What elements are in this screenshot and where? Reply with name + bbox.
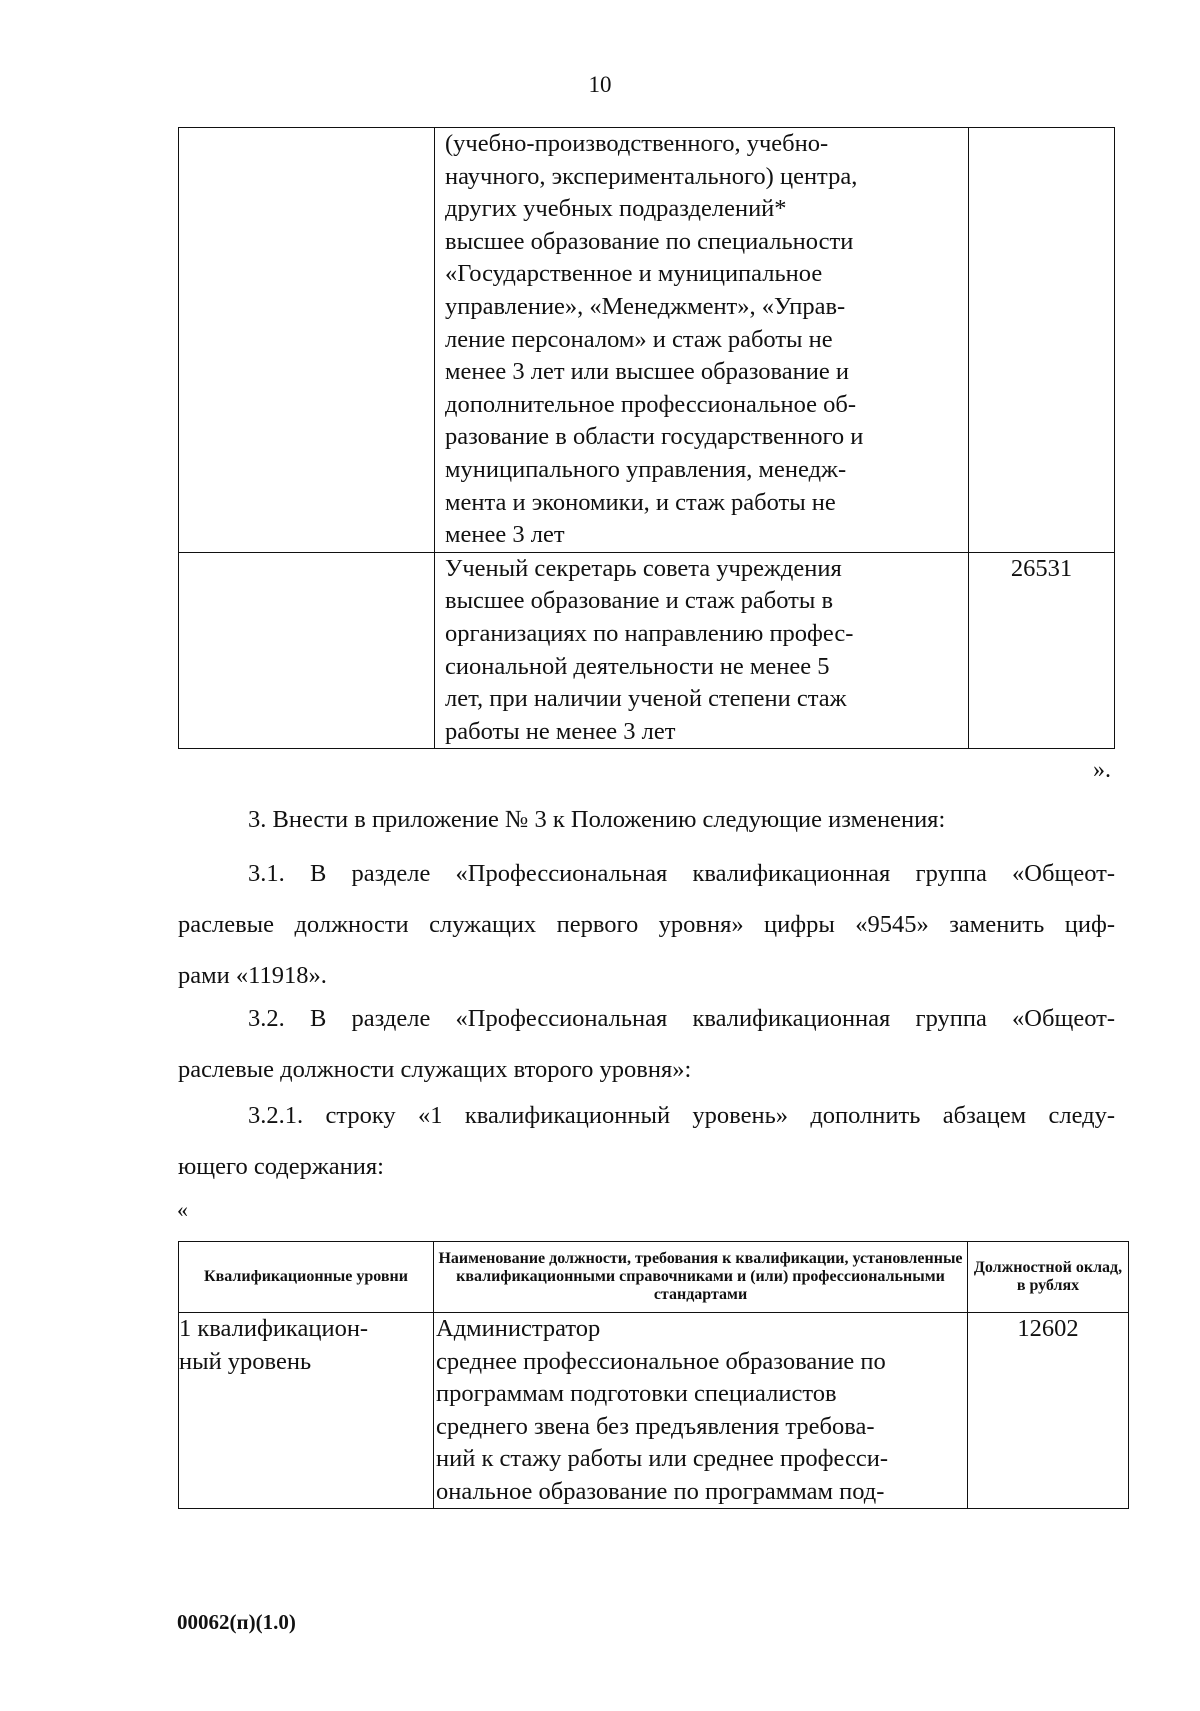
column-header-salary-text: Должностной оклад, в рублях (973, 1259, 1123, 1294)
position-requirements-text: Администратор среднее профессиональное образование по программам подготовки специалистов среднего звена без предъявления требова- ний к стажу работы или среднее професси- ональное образование по программам под- (436, 1315, 889, 1505)
paragraph-3-2-1 (178, 1090, 1115, 1192)
paragraph-line: 3. Внести в приложение № 3 к Положению следующие изменения: (248, 806, 946, 833)
salary-cell (969, 128, 1115, 553)
column-header-salary (968, 1242, 1129, 1313)
salary-cell: 26531 (969, 552, 1115, 749)
column-header-positions: Наименование должности, требования к квалификации, установленные квалификационными справочниками и (или) профессиональными стандартами (434, 1242, 968, 1313)
position-requirements-text: Ученый секретарь совета учреждения высшее образование и стаж работы в организациях по направлению профес- сиональной деятельности не менее 5 лет, при наличии ученой степени стаж работы не менее 3 лет (445, 554, 854, 745)
paragraph-3 (178, 794, 1115, 845)
position-requirements-cell (435, 552, 969, 749)
paragraph-line: рами «11918». (178, 962, 327, 989)
qualification-level-cell (179, 128, 435, 553)
position-requirements-text: (учебно-производственного, учебно- научного, экспериментального) центра, других учебных подразделений* высшее образование по специальности «Государственное и муниципальное управление», «Менеджмент», «Управ- ление персоналом» и стаж работы не менее 3 лет или высшее образование и дополнительное профессиональное об- разование в области государственного и муниципального управления, менедж- мента и экономики, и стаж работы не менее 3 лет (445, 130, 864, 549)
paragraph-3-1 (178, 848, 1115, 1001)
paragraph-line: ющего содержания: (178, 1153, 384, 1180)
salary-cell: 12602 (968, 1313, 1129, 1509)
opening-quote: « (177, 1197, 188, 1222)
positions-table-continued (178, 127, 1115, 749)
qualification-level-cell (179, 1313, 434, 1509)
paragraph-line: 3.1. В разделе «Профессиональная квалификационная группа «Общеот- (248, 860, 1115, 887)
position-requirements-cell (434, 1313, 968, 1509)
column-header-levels: Квалификационные уровни (179, 1242, 434, 1313)
position-requirements-cell (435, 128, 969, 553)
paragraph-line: 3.2. В разделе «Профессиональная квалификационная группа «Общеот- (248, 1005, 1115, 1032)
paragraph-line: раслевые должности служащих первого уровня» цифры «9545» заменить циф- (178, 911, 1115, 938)
page-number: 10 (588, 72, 612, 97)
paragraph-3-2 (178, 993, 1115, 1095)
qualification-level-text: 1 квалификацион- ный уровень (179, 1315, 369, 1375)
table-row (179, 552, 1115, 749)
document-code: 00062(п)(1.0) (177, 1610, 296, 1634)
closing-quote: ». (1093, 757, 1111, 783)
qualification-level-cell (179, 552, 435, 749)
paragraph-line: раслевые должности служащих второго уровня»: (178, 1056, 692, 1083)
paragraph-line: 3.2.1. строку «1 квалификационный уровень» дополнить абзацем следу- (248, 1102, 1115, 1129)
table-header-row (179, 1242, 1129, 1313)
positions-table (178, 1241, 1129, 1509)
table-row (179, 128, 1115, 553)
table-row (179, 1313, 1129, 1509)
